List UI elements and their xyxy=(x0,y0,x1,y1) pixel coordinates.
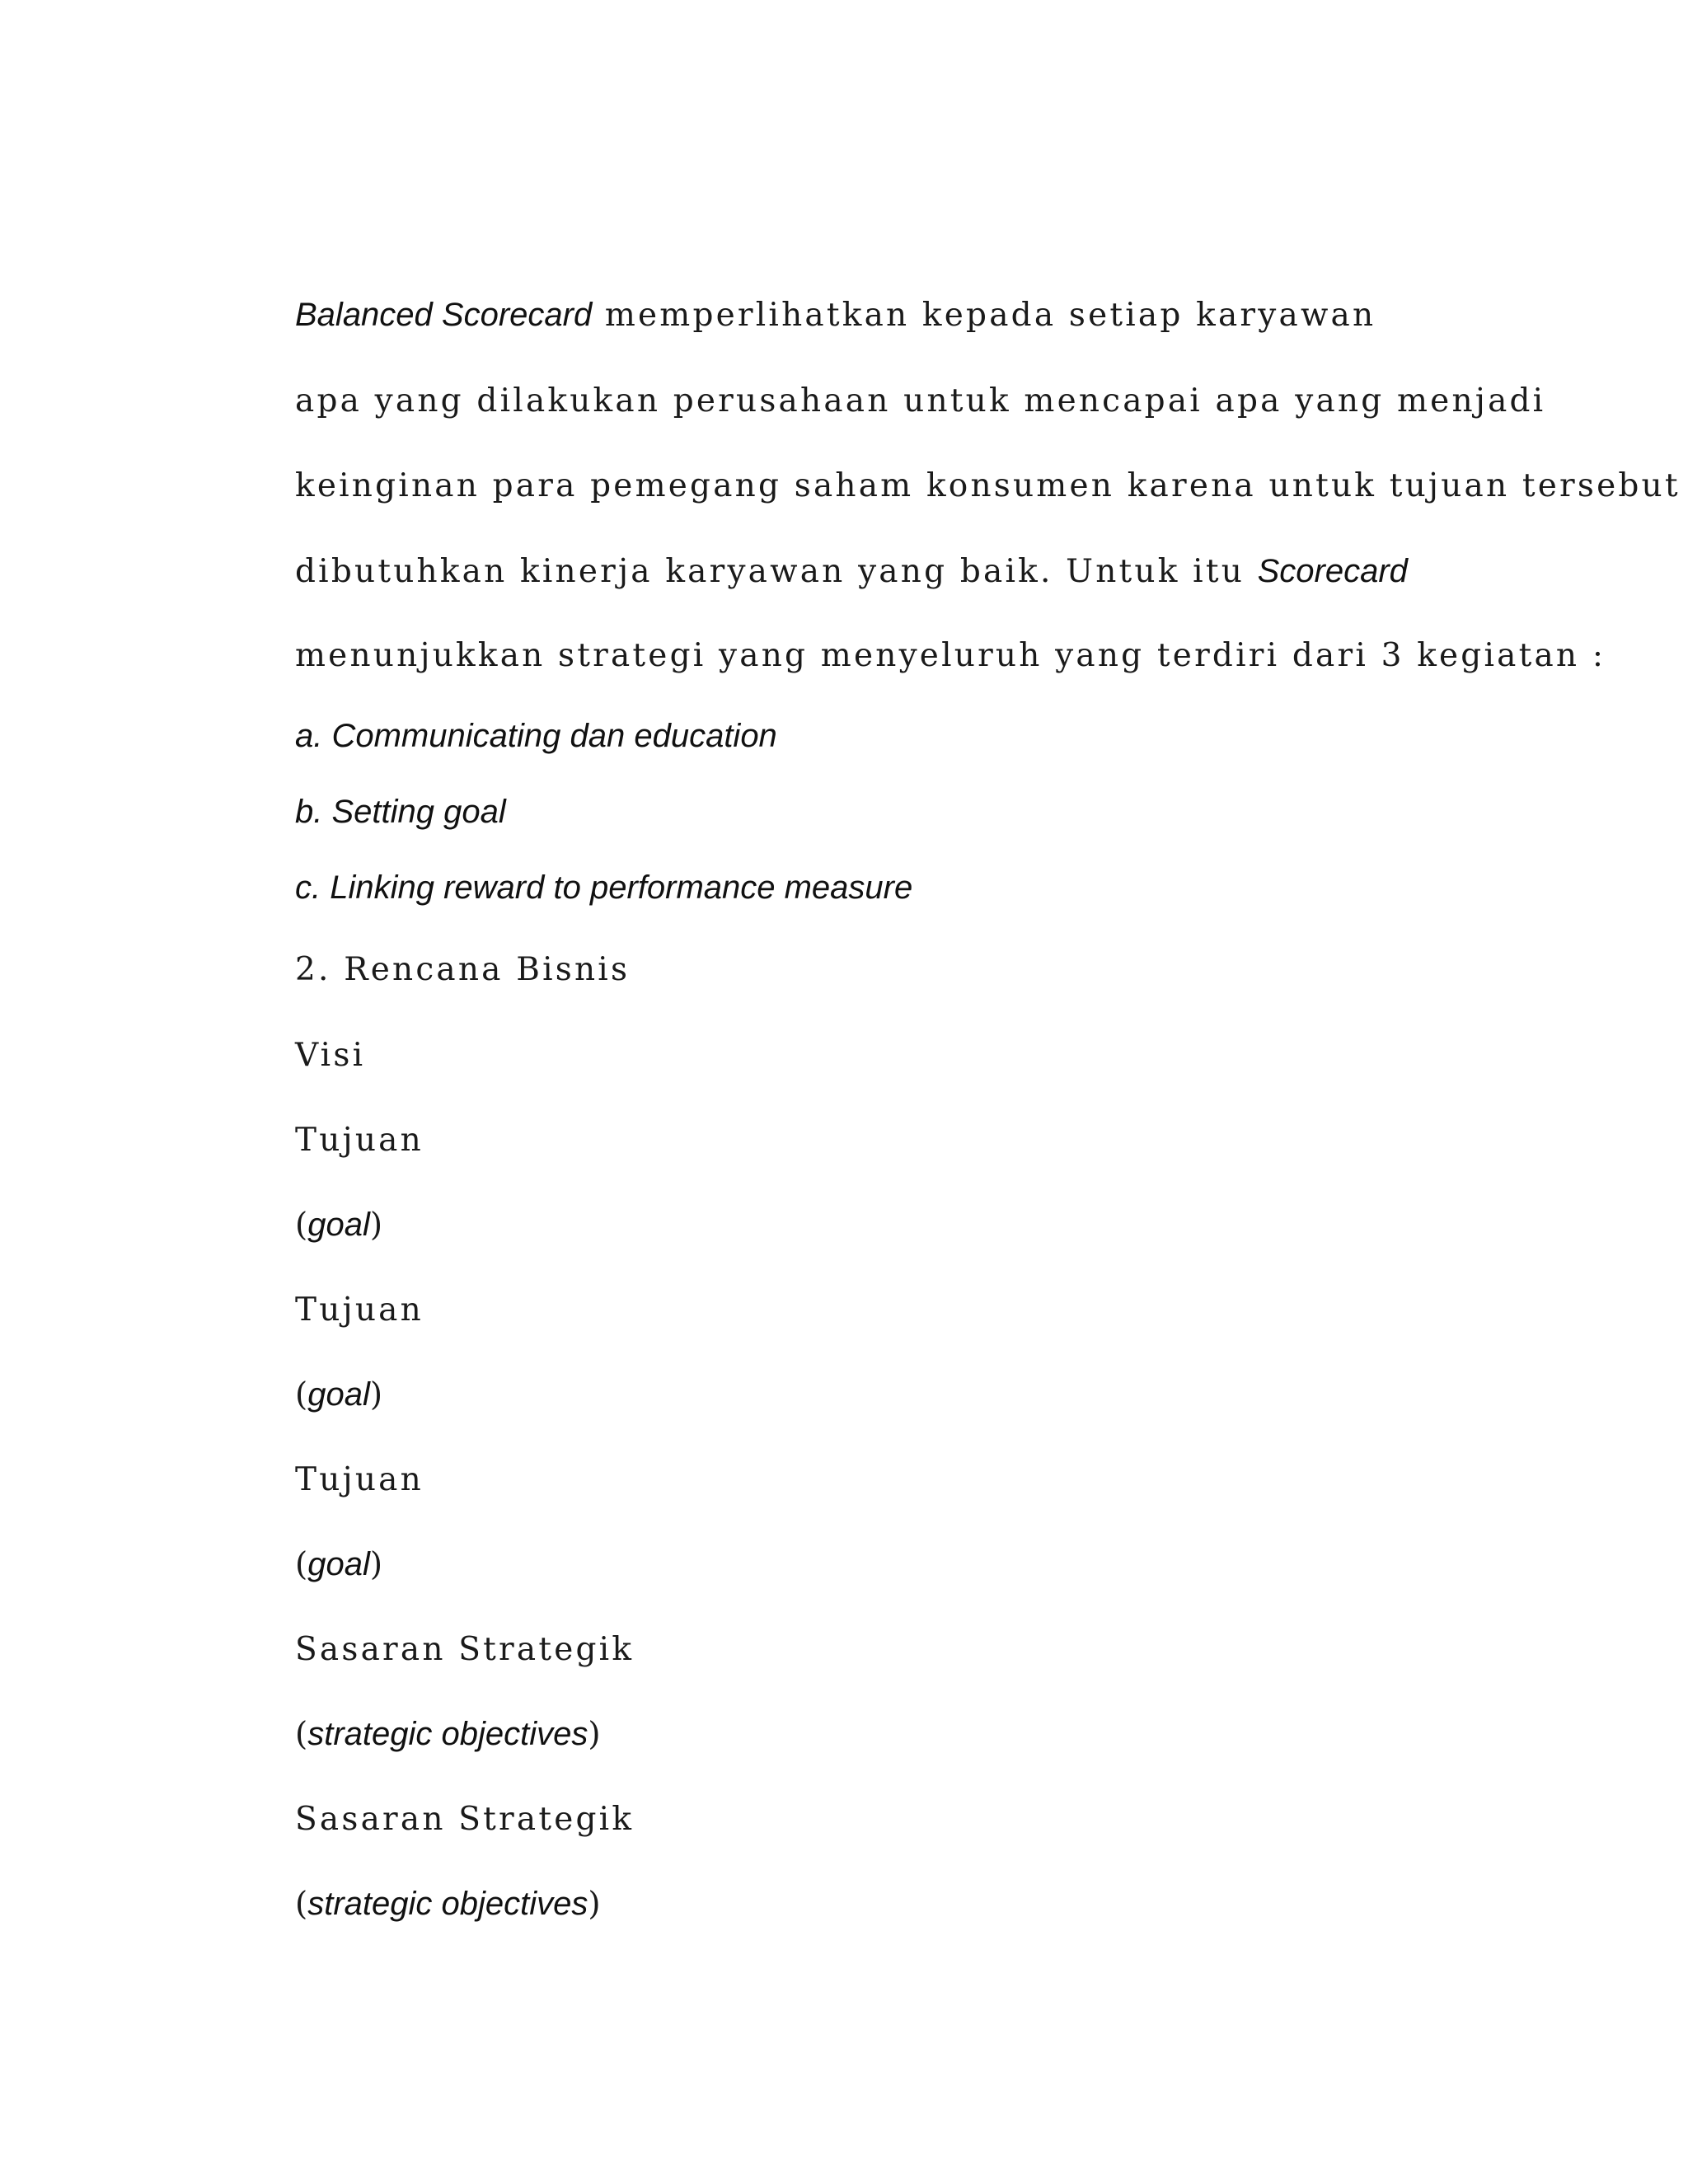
label-tujuan-2: Tujuan xyxy=(295,1291,424,1329)
activity-c: c. Linking reward to performance measure xyxy=(295,869,913,906)
close-paren: ) xyxy=(369,1207,383,1244)
strategic-objectives-term: strategic objectives xyxy=(307,1886,588,1922)
label-tujuan-3: Tujuan xyxy=(295,1461,424,1498)
paragraph-line-3: keinginan para pemegang saham konsumen karena untuk tujuan tersebut xyxy=(295,467,1681,504)
label-goal-2 xyxy=(295,1378,382,1411)
scorecard-term: Scorecard xyxy=(1257,553,1408,589)
label-tujuan-1: Tujuan xyxy=(295,1122,424,1159)
label-goal-3 xyxy=(295,1548,382,1581)
label-sasaran-strategik-2: Sasaran Strategik xyxy=(295,1801,635,1838)
open-paren: ( xyxy=(295,1207,308,1244)
paragraph-line-2: apa yang dilakukan perusahaan untuk mencapai apa yang menjadi xyxy=(295,382,1546,419)
paragraph-line-5: menunjukkan strategi yang menyeluruh yang terdiri dari 3 kegiatan : xyxy=(295,637,1606,674)
open-paren: ( xyxy=(295,1886,308,1923)
close-paren: ) xyxy=(369,1546,383,1583)
goal-term: goal xyxy=(307,1207,370,1243)
balanced-scorecard-term: Balanced Scorecard xyxy=(295,297,593,333)
label-goal-1 xyxy=(295,1207,383,1244)
paragraph-line-4-text: dibutuhkan kinerja karyawan yang baik. Untuk itu xyxy=(295,553,1258,590)
open-paren: ( xyxy=(295,1376,308,1413)
label-visi: Visi xyxy=(295,1037,366,1074)
activity-a: a. Communicating dan education xyxy=(295,718,777,754)
label-sasaran-strategik-1: Sasaran Strategik xyxy=(295,1631,635,1668)
goal-term: goal xyxy=(307,1376,370,1413)
activity-b: b. Setting goal xyxy=(295,794,506,830)
open-paren: ( xyxy=(295,1546,308,1583)
paragraph-line-1 xyxy=(295,297,1376,334)
label-strategic-objectives-2 xyxy=(295,1886,601,1923)
strategic-objectives-term: strategic objectives xyxy=(307,1716,588,1752)
paragraph-line-4 xyxy=(295,555,1408,588)
paragraph-line-1-text: memperlihatkan kepada setiap karyawan xyxy=(592,297,1376,334)
goal-term: goal xyxy=(307,1546,370,1582)
close-paren: ) xyxy=(588,1716,601,1753)
close-paren: ) xyxy=(369,1376,383,1413)
close-paren: ) xyxy=(588,1886,601,1923)
open-paren: ( xyxy=(295,1716,308,1753)
section-heading: 2. Rencana Bisnis xyxy=(295,951,631,988)
label-strategic-objectives-1 xyxy=(295,1716,601,1753)
